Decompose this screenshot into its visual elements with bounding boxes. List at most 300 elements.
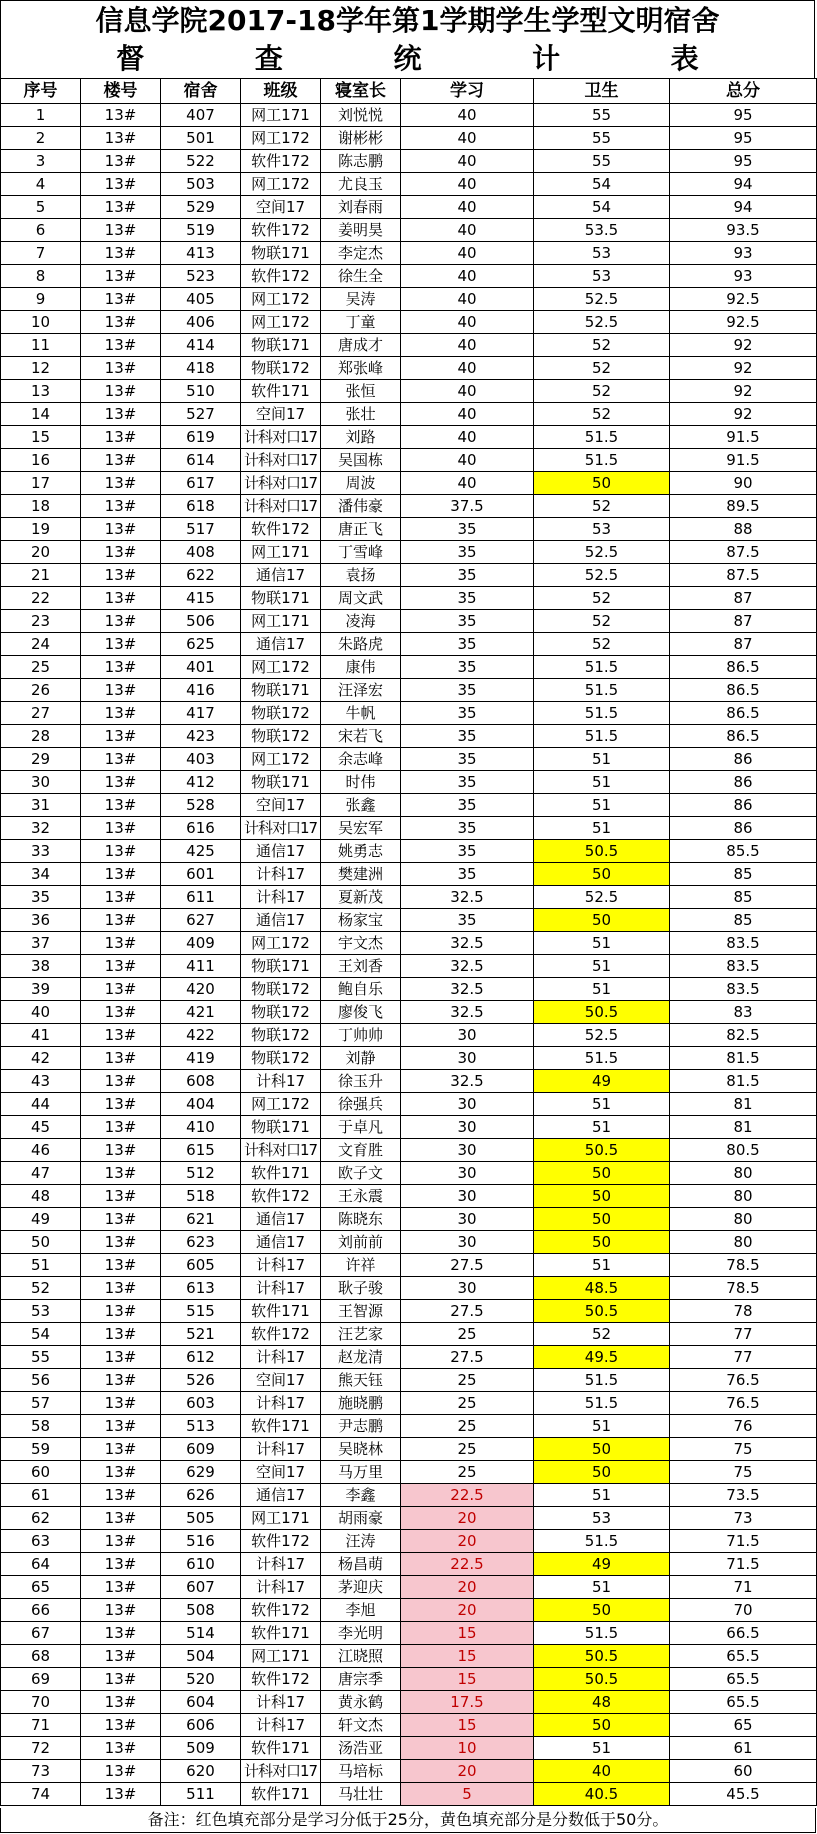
cell-dorm[interactable]: 612 <box>161 1346 241 1369</box>
cell-total[interactable]: 88 <box>670 518 817 541</box>
cell-total[interactable]: 82.5 <box>670 1024 817 1047</box>
cell-index[interactable]: 48 <box>1 1185 81 1208</box>
cell-index[interactable]: 59 <box>1 1438 81 1461</box>
cell-study[interactable]: 20 <box>401 1760 534 1783</box>
cell-class[interactable]: 网工172 <box>241 288 321 311</box>
cell-hygiene[interactable]: 51 <box>534 932 670 955</box>
cell-leader[interactable]: 熊天钰 <box>321 1369 401 1392</box>
cell-total[interactable]: 87 <box>670 587 817 610</box>
cell-hygiene[interactable]: 50 <box>534 1162 670 1185</box>
cell-dorm[interactable]: 415 <box>161 587 241 610</box>
cell-dorm[interactable]: 626 <box>161 1484 241 1507</box>
header-dorm[interactable]: 宿舍 <box>161 79 241 104</box>
cell-dorm[interactable]: 422 <box>161 1024 241 1047</box>
cell-study[interactable]: 30 <box>401 1139 534 1162</box>
cell-class[interactable]: 软件171 <box>241 1415 321 1438</box>
cell-class[interactable]: 物联171 <box>241 771 321 794</box>
cell-hygiene[interactable]: 50.5 <box>534 1001 670 1024</box>
cell-building[interactable]: 13# <box>81 1438 161 1461</box>
cell-index[interactable]: 53 <box>1 1300 81 1323</box>
cell-leader[interactable]: 马壮壮 <box>321 1783 401 1806</box>
cell-leader[interactable]: 唐正飞 <box>321 518 401 541</box>
cell-index[interactable]: 74 <box>1 1783 81 1806</box>
cell-dorm[interactable]: 614 <box>161 449 241 472</box>
cell-total[interactable]: 94 <box>670 196 817 219</box>
cell-dorm[interactable]: 404 <box>161 1093 241 1116</box>
cell-class[interactable]: 物联172 <box>241 702 321 725</box>
cell-total[interactable]: 76.5 <box>670 1369 817 1392</box>
cell-hygiene[interactable]: 51.5 <box>534 426 670 449</box>
cell-total[interactable]: 92 <box>670 403 817 426</box>
cell-total[interactable]: 93 <box>670 265 817 288</box>
cell-building[interactable]: 13# <box>81 403 161 426</box>
cell-building[interactable]: 13# <box>81 288 161 311</box>
cell-index[interactable]: 44 <box>1 1093 81 1116</box>
cell-total[interactable]: 75 <box>670 1461 817 1484</box>
cell-total[interactable]: 86.5 <box>670 725 817 748</box>
cell-dorm[interactable]: 607 <box>161 1576 241 1599</box>
cell-dorm[interactable]: 627 <box>161 909 241 932</box>
cell-study[interactable]: 25 <box>401 1415 534 1438</box>
cell-leader[interactable]: 周文武 <box>321 587 401 610</box>
cell-study[interactable]: 25 <box>401 1369 534 1392</box>
cell-building[interactable]: 13# <box>81 1760 161 1783</box>
cell-study[interactable]: 35 <box>401 610 534 633</box>
cell-index[interactable]: 65 <box>1 1576 81 1599</box>
cell-building[interactable]: 13# <box>81 725 161 748</box>
cell-hygiene[interactable]: 51 <box>534 817 670 840</box>
cell-hygiene[interactable]: 52.5 <box>534 541 670 564</box>
cell-leader[interactable]: 袁扬 <box>321 564 401 587</box>
cell-leader[interactable]: 鲍自乐 <box>321 978 401 1001</box>
cell-class[interactable]: 计科17 <box>241 1714 321 1737</box>
cell-leader[interactable]: 朱路虎 <box>321 633 401 656</box>
cell-dorm[interactable]: 623 <box>161 1231 241 1254</box>
cell-total[interactable]: 86.5 <box>670 702 817 725</box>
cell-hygiene[interactable]: 50 <box>534 909 670 932</box>
cell-total[interactable]: 75 <box>670 1438 817 1461</box>
cell-building[interactable]: 13# <box>81 1208 161 1231</box>
cell-study[interactable]: 40 <box>401 104 534 127</box>
cell-total[interactable]: 92 <box>670 357 817 380</box>
cell-study[interactable]: 20 <box>401 1530 534 1553</box>
cell-class[interactable]: 通信17 <box>241 1208 321 1231</box>
cell-hygiene[interactable]: 54 <box>534 173 670 196</box>
cell-hygiene[interactable]: 52 <box>534 357 670 380</box>
cell-dorm[interactable]: 621 <box>161 1208 241 1231</box>
cell-leader[interactable]: 余志峰 <box>321 748 401 771</box>
cell-hygiene[interactable]: 50.5 <box>534 1668 670 1691</box>
cell-total[interactable]: 71.5 <box>670 1553 817 1576</box>
cell-study[interactable]: 15 <box>401 1622 534 1645</box>
cell-hygiene[interactable]: 55 <box>534 150 670 173</box>
cell-class[interactable]: 计科对口17 <box>241 495 321 518</box>
cell-total[interactable]: 80 <box>670 1208 817 1231</box>
cell-class[interactable]: 通信17 <box>241 1231 321 1254</box>
cell-dorm[interactable]: 503 <box>161 173 241 196</box>
cell-leader[interactable]: 丁雪峰 <box>321 541 401 564</box>
cell-study[interactable]: 35 <box>401 587 534 610</box>
cell-total[interactable]: 78 <box>670 1300 817 1323</box>
cell-leader[interactable]: 李鑫 <box>321 1484 401 1507</box>
cell-index[interactable]: 24 <box>1 633 81 656</box>
cell-index[interactable]: 54 <box>1 1323 81 1346</box>
cell-leader[interactable]: 宋若飞 <box>321 725 401 748</box>
cell-building[interactable]: 13# <box>81 1622 161 1645</box>
cell-building[interactable]: 13# <box>81 1001 161 1024</box>
cell-study[interactable]: 30 <box>401 1185 534 1208</box>
cell-dorm[interactable]: 401 <box>161 656 241 679</box>
cell-building[interactable]: 13# <box>81 1507 161 1530</box>
cell-building[interactable]: 13# <box>81 633 161 656</box>
cell-index[interactable]: 25 <box>1 656 81 679</box>
cell-study[interactable]: 15 <box>401 1668 534 1691</box>
cell-leader[interactable]: 丁童 <box>321 311 401 334</box>
cell-class[interactable]: 通信17 <box>241 909 321 932</box>
cell-building[interactable]: 13# <box>81 656 161 679</box>
cell-building[interactable]: 13# <box>81 817 161 840</box>
cell-index[interactable]: 4 <box>1 173 81 196</box>
cell-study[interactable]: 35 <box>401 748 534 771</box>
cell-class[interactable]: 软件171 <box>241 1783 321 1806</box>
cell-class[interactable]: 计科对口17 <box>241 1139 321 1162</box>
cell-leader[interactable]: 丁帅帅 <box>321 1024 401 1047</box>
cell-building[interactable]: 13# <box>81 679 161 702</box>
cell-index[interactable]: 33 <box>1 840 81 863</box>
cell-leader[interactable]: 尹志鹏 <box>321 1415 401 1438</box>
cell-class[interactable]: 网工171 <box>241 541 321 564</box>
cell-dorm[interactable]: 407 <box>161 104 241 127</box>
cell-leader[interactable]: 时伟 <box>321 771 401 794</box>
cell-study[interactable]: 35 <box>401 725 534 748</box>
cell-leader[interactable]: 吴国栋 <box>321 449 401 472</box>
header-class[interactable]: 班级 <box>241 79 321 104</box>
cell-index[interactable]: 56 <box>1 1369 81 1392</box>
cell-dorm[interactable]: 606 <box>161 1714 241 1737</box>
cell-study[interactable]: 10 <box>401 1737 534 1760</box>
cell-dorm[interactable]: 412 <box>161 771 241 794</box>
cell-hygiene[interactable]: 52 <box>534 1323 670 1346</box>
cell-building[interactable]: 13# <box>81 150 161 173</box>
cell-building[interactable]: 13# <box>81 1254 161 1277</box>
cell-study[interactable]: 35 <box>401 656 534 679</box>
header-index[interactable]: 序号 <box>1 79 81 104</box>
cell-study[interactable]: 15 <box>401 1645 534 1668</box>
cell-leader[interactable]: 汪涛 <box>321 1530 401 1553</box>
cell-total[interactable]: 80 <box>670 1231 817 1254</box>
cell-leader[interactable]: 吴晓林 <box>321 1438 401 1461</box>
cell-index[interactable]: 16 <box>1 449 81 472</box>
cell-leader[interactable]: 周波 <box>321 472 401 495</box>
cell-hygiene[interactable]: 51.5 <box>534 449 670 472</box>
cell-study[interactable]: 35 <box>401 863 534 886</box>
cell-study[interactable]: 35 <box>401 679 534 702</box>
cell-total[interactable]: 92.5 <box>670 311 817 334</box>
cell-class[interactable]: 物联172 <box>241 357 321 380</box>
cell-leader[interactable]: 陈晓东 <box>321 1208 401 1231</box>
cell-building[interactable]: 13# <box>81 840 161 863</box>
cell-leader[interactable]: 夏新茂 <box>321 886 401 909</box>
cell-class[interactable]: 网工171 <box>241 104 321 127</box>
cell-building[interactable]: 13# <box>81 1415 161 1438</box>
cell-study[interactable]: 25 <box>401 1323 534 1346</box>
cell-dorm[interactable]: 418 <box>161 357 241 380</box>
cell-hygiene[interactable]: 50 <box>534 1461 670 1484</box>
cell-study[interactable]: 30 <box>401 1024 534 1047</box>
cell-total[interactable]: 86 <box>670 794 817 817</box>
cell-study[interactable]: 40 <box>401 150 534 173</box>
cell-class[interactable]: 物联171 <box>241 587 321 610</box>
cell-total[interactable]: 71 <box>670 1576 817 1599</box>
cell-building[interactable]: 13# <box>81 127 161 150</box>
cell-leader[interactable]: 宇文杰 <box>321 932 401 955</box>
cell-hygiene[interactable]: 51.5 <box>534 1369 670 1392</box>
cell-class[interactable]: 软件172 <box>241 1599 321 1622</box>
cell-hygiene[interactable]: 51.5 <box>534 702 670 725</box>
cell-leader[interactable]: 杨家宝 <box>321 909 401 932</box>
cell-class[interactable]: 空间17 <box>241 403 321 426</box>
cell-hygiene[interactable]: 54 <box>534 196 670 219</box>
cell-study[interactable]: 17.5 <box>401 1691 534 1714</box>
cell-class[interactable]: 软件171 <box>241 1300 321 1323</box>
cell-dorm[interactable]: 619 <box>161 426 241 449</box>
cell-index[interactable]: 52 <box>1 1277 81 1300</box>
cell-building[interactable]: 13# <box>81 357 161 380</box>
cell-hygiene[interactable]: 52.5 <box>534 311 670 334</box>
cell-class[interactable]: 物联172 <box>241 1001 321 1024</box>
cell-leader[interactable]: 胡雨豪 <box>321 1507 401 1530</box>
cell-dorm[interactable]: 514 <box>161 1622 241 1645</box>
cell-study[interactable]: 5 <box>401 1783 534 1806</box>
cell-study[interactable]: 32.5 <box>401 886 534 909</box>
cell-hygiene[interactable]: 51 <box>534 1737 670 1760</box>
cell-hygiene[interactable]: 55 <box>534 104 670 127</box>
cell-total[interactable]: 80.5 <box>670 1139 817 1162</box>
cell-dorm[interactable]: 610 <box>161 1553 241 1576</box>
cell-class[interactable]: 计科17 <box>241 1254 321 1277</box>
cell-study[interactable]: 32.5 <box>401 932 534 955</box>
cell-building[interactable]: 13# <box>81 449 161 472</box>
cell-building[interactable]: 13# <box>81 1461 161 1484</box>
header-total[interactable]: 总分 <box>670 79 817 104</box>
cell-hygiene[interactable]: 48.5 <box>534 1277 670 1300</box>
cell-building[interactable]: 13# <box>81 1162 161 1185</box>
cell-class[interactable]: 计科17 <box>241 1277 321 1300</box>
cell-building[interactable]: 13# <box>81 1116 161 1139</box>
cell-class[interactable]: 计科对口17 <box>241 817 321 840</box>
cell-class[interactable]: 通信17 <box>241 840 321 863</box>
cell-study[interactable]: 35 <box>401 541 534 564</box>
cell-class[interactable]: 物联171 <box>241 334 321 357</box>
cell-class[interactable]: 计科17 <box>241 1346 321 1369</box>
cell-dorm[interactable]: 604 <box>161 1691 241 1714</box>
cell-dorm[interactable]: 518 <box>161 1185 241 1208</box>
cell-study[interactable]: 40 <box>401 380 534 403</box>
cell-leader[interactable]: 茅迎庆 <box>321 1576 401 1599</box>
cell-dorm[interactable]: 512 <box>161 1162 241 1185</box>
cell-dorm[interactable]: 529 <box>161 196 241 219</box>
cell-class[interactable]: 网工171 <box>241 1507 321 1530</box>
cell-total[interactable]: 73 <box>670 1507 817 1530</box>
cell-study[interactable]: 27.5 <box>401 1346 534 1369</box>
cell-class[interactable]: 软件171 <box>241 1162 321 1185</box>
cell-total[interactable]: 85.5 <box>670 840 817 863</box>
cell-building[interactable]: 13# <box>81 1484 161 1507</box>
cell-total[interactable]: 92 <box>670 334 817 357</box>
cell-building[interactable]: 13# <box>81 265 161 288</box>
cell-leader[interactable]: 李光明 <box>321 1622 401 1645</box>
cell-class[interactable]: 网工172 <box>241 311 321 334</box>
cell-study[interactable]: 35 <box>401 518 534 541</box>
cell-study[interactable]: 22.5 <box>401 1484 534 1507</box>
cell-class[interactable]: 网工172 <box>241 748 321 771</box>
cell-total[interactable]: 93.5 <box>670 219 817 242</box>
cell-index[interactable]: 71 <box>1 1714 81 1737</box>
cell-total[interactable]: 61 <box>670 1737 817 1760</box>
cell-dorm[interactable]: 519 <box>161 219 241 242</box>
cell-index[interactable]: 72 <box>1 1737 81 1760</box>
cell-index[interactable]: 62 <box>1 1507 81 1530</box>
cell-index[interactable]: 45 <box>1 1116 81 1139</box>
cell-total[interactable]: 73.5 <box>670 1484 817 1507</box>
cell-index[interactable]: 28 <box>1 725 81 748</box>
cell-index[interactable]: 61 <box>1 1484 81 1507</box>
cell-dorm[interactable]: 526 <box>161 1369 241 1392</box>
cell-building[interactable]: 13# <box>81 610 161 633</box>
cell-class[interactable]: 通信17 <box>241 1484 321 1507</box>
cell-total[interactable]: 85 <box>670 886 817 909</box>
cell-building[interactable]: 13# <box>81 1047 161 1070</box>
cell-study[interactable]: 32.5 <box>401 1070 534 1093</box>
cell-study[interactable]: 35 <box>401 771 534 794</box>
cell-hygiene[interactable]: 50 <box>534 1231 670 1254</box>
cell-index[interactable]: 31 <box>1 794 81 817</box>
cell-index[interactable]: 55 <box>1 1346 81 1369</box>
cell-hygiene[interactable]: 51 <box>534 1415 670 1438</box>
cell-hygiene[interactable]: 40.5 <box>534 1783 670 1806</box>
cell-index[interactable]: 7 <box>1 242 81 265</box>
cell-class[interactable]: 空间17 <box>241 794 321 817</box>
cell-class[interactable]: 通信17 <box>241 633 321 656</box>
cell-building[interactable]: 13# <box>81 702 161 725</box>
cell-index[interactable]: 18 <box>1 495 81 518</box>
cell-hygiene[interactable]: 51.5 <box>534 679 670 702</box>
cell-study[interactable]: 22.5 <box>401 1553 534 1576</box>
cell-leader[interactable]: 刘静 <box>321 1047 401 1070</box>
cell-hygiene[interactable]: 51 <box>534 1093 670 1116</box>
cell-total[interactable]: 65.5 <box>670 1691 817 1714</box>
cell-dorm[interactable]: 622 <box>161 564 241 587</box>
cell-index[interactable]: 29 <box>1 748 81 771</box>
cell-building[interactable]: 13# <box>81 334 161 357</box>
cell-study[interactable]: 40 <box>401 288 534 311</box>
cell-building[interactable]: 13# <box>81 1369 161 1392</box>
cell-hygiene[interactable]: 52 <box>534 495 670 518</box>
cell-leader[interactable]: 欧子文 <box>321 1162 401 1185</box>
cell-index[interactable]: 42 <box>1 1047 81 1070</box>
cell-dorm[interactable]: 615 <box>161 1139 241 1162</box>
header-building[interactable]: 楼号 <box>81 79 161 104</box>
cell-index[interactable]: 11 <box>1 334 81 357</box>
cell-dorm[interactable]: 406 <box>161 311 241 334</box>
cell-leader[interactable]: 赵龙清 <box>321 1346 401 1369</box>
cell-building[interactable]: 13# <box>81 1093 161 1116</box>
cell-leader[interactable]: 康伟 <box>321 656 401 679</box>
cell-class[interactable]: 网工172 <box>241 127 321 150</box>
cell-index[interactable]: 64 <box>1 1553 81 1576</box>
cell-index[interactable]: 40 <box>1 1001 81 1024</box>
cell-index[interactable]: 23 <box>1 610 81 633</box>
header-study[interactable]: 学习 <box>401 79 534 104</box>
cell-index[interactable]: 50 <box>1 1231 81 1254</box>
cell-leader[interactable]: 黄永鹤 <box>321 1691 401 1714</box>
cell-study[interactable]: 35 <box>401 817 534 840</box>
cell-hygiene[interactable]: 50 <box>534 863 670 886</box>
cell-dorm[interactable]: 423 <box>161 725 241 748</box>
cell-total[interactable]: 87.5 <box>670 564 817 587</box>
cell-class[interactable]: 计科对口17 <box>241 472 321 495</box>
cell-class[interactable]: 网工171 <box>241 1645 321 1668</box>
cell-building[interactable]: 13# <box>81 1300 161 1323</box>
cell-index[interactable]: 73 <box>1 1760 81 1783</box>
cell-dorm[interactable]: 515 <box>161 1300 241 1323</box>
cell-class[interactable]: 空间17 <box>241 1461 321 1484</box>
cell-hygiene[interactable]: 52 <box>534 633 670 656</box>
cell-building[interactable]: 13# <box>81 1599 161 1622</box>
cell-index[interactable]: 57 <box>1 1392 81 1415</box>
cell-leader[interactable]: 吴涛 <box>321 288 401 311</box>
cell-dorm[interactable]: 616 <box>161 817 241 840</box>
cell-study[interactable]: 25 <box>401 1392 534 1415</box>
cell-class[interactable]: 物联172 <box>241 1024 321 1047</box>
cell-index[interactable]: 37 <box>1 932 81 955</box>
cell-building[interactable]: 13# <box>81 564 161 587</box>
cell-dorm[interactable]: 608 <box>161 1070 241 1093</box>
cell-building[interactable]: 13# <box>81 1668 161 1691</box>
cell-building[interactable]: 13# <box>81 771 161 794</box>
cell-leader[interactable]: 张恒 <box>321 380 401 403</box>
cell-class[interactable]: 物联171 <box>241 242 321 265</box>
cell-hygiene[interactable]: 52 <box>534 587 670 610</box>
cell-study[interactable]: 32.5 <box>401 955 534 978</box>
cell-class[interactable]: 计科17 <box>241 1691 321 1714</box>
cell-hygiene[interactable]: 51.5 <box>534 1392 670 1415</box>
cell-class[interactable]: 软件171 <box>241 1737 321 1760</box>
cell-dorm[interactable]: 403 <box>161 748 241 771</box>
cell-index[interactable]: 19 <box>1 518 81 541</box>
cell-dorm[interactable]: 601 <box>161 863 241 886</box>
cell-building[interactable]: 13# <box>81 426 161 449</box>
cell-total[interactable]: 70 <box>670 1599 817 1622</box>
cell-study[interactable]: 30 <box>401 1277 534 1300</box>
cell-total[interactable]: 94 <box>670 173 817 196</box>
cell-dorm[interactable]: 522 <box>161 150 241 173</box>
cell-total[interactable]: 93 <box>670 242 817 265</box>
cell-study[interactable]: 30 <box>401 1116 534 1139</box>
cell-total[interactable]: 65.5 <box>670 1668 817 1691</box>
cell-index[interactable]: 39 <box>1 978 81 1001</box>
cell-study[interactable]: 30 <box>401 1047 534 1070</box>
cell-leader[interactable]: 凌海 <box>321 610 401 633</box>
cell-building[interactable]: 13# <box>81 104 161 127</box>
cell-class[interactable]: 物联172 <box>241 978 321 1001</box>
cell-hygiene[interactable]: 53 <box>534 265 670 288</box>
cell-class[interactable]: 网工172 <box>241 1093 321 1116</box>
cell-class[interactable]: 计科17 <box>241 1438 321 1461</box>
cell-study[interactable]: 40 <box>401 357 534 380</box>
cell-leader[interactable]: 陈志鹏 <box>321 150 401 173</box>
cell-hygiene[interactable]: 51.5 <box>534 1622 670 1645</box>
